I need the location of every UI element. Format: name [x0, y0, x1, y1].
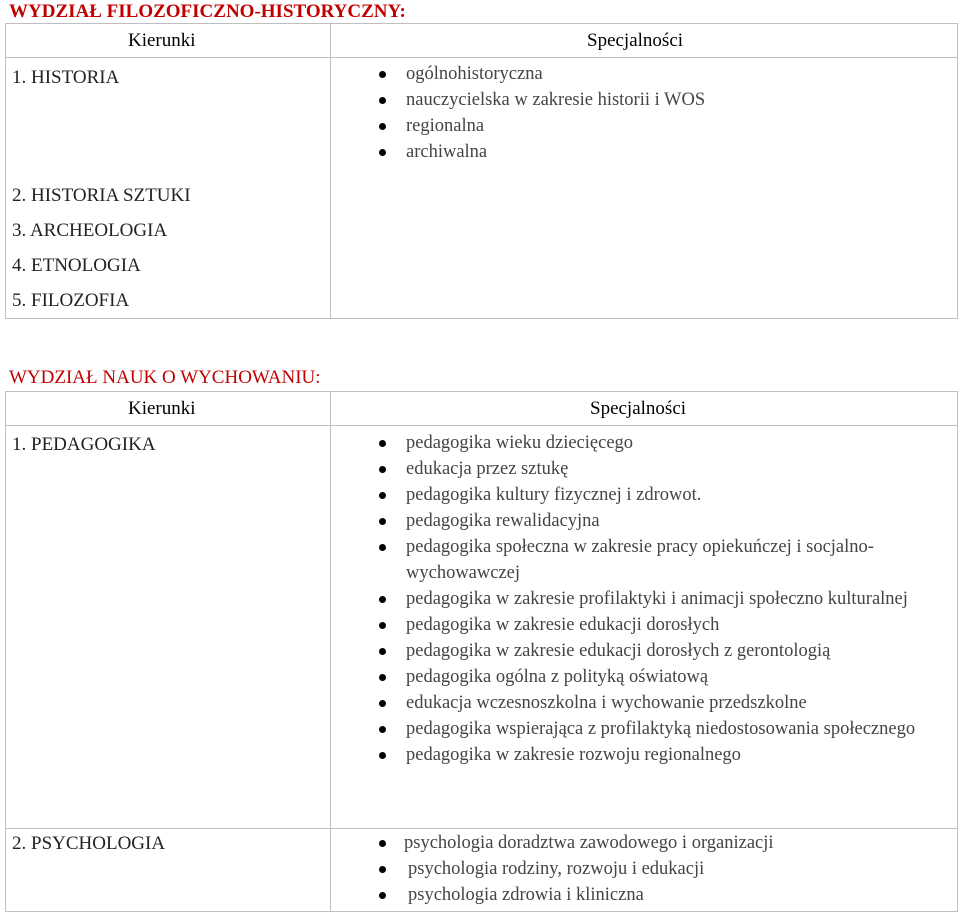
table-body-row: [6, 58, 958, 319]
list-item: pedagogika wspierająca z profilaktyką niedostosowania społecznego: [372, 716, 926, 742]
list-item: pedagogika społeczna w zakresie pracy opiekuńczej i socjalno-wychowawczej: [372, 534, 960, 586]
table-nauk-o-wychowaniu: [5, 391, 958, 912]
table-header-row: [6, 392, 958, 426]
list-item: pedagogika w zakresie edukacji dorosłych z gerontologią: [372, 638, 960, 664]
list-item: psychologia rodziny, rozwoju i edukacji: [372, 856, 928, 882]
specjalnosci-cell: [331, 829, 958, 912]
list-item: pedagogika kultury fizycznej i zdrowot.: [372, 482, 926, 508]
kierunek-filozofia: 5. FILOZOFIA: [12, 290, 130, 311]
specjalnosci-cell: [331, 426, 958, 829]
header-specjalnosci: Specjalności: [331, 392, 958, 426]
table-header-row: [6, 24, 958, 58]
specjalnosci-list-pedagogika: [6, 430, 957, 768]
header-kierunki: Kierunki: [6, 392, 331, 426]
kierunek-psychologia: 2. PSYCHOLOGIA: [12, 833, 166, 854]
specjalnosci-list-historia: [6, 61, 957, 165]
list-item: pedagogika w zakresie edukacji dorosłych: [372, 612, 926, 638]
list-item: nauczycielska w zakresie historii i WOS: [372, 87, 926, 113]
list-item: pedagogika w zakresie profilaktyki i animacji społeczno kulturalnej: [372, 586, 926, 612]
kierunek-historia: 1. HISTORIA: [12, 67, 120, 88]
list-item: edukacja wczesnoszkolna i wychowanie przedszkolne: [372, 690, 926, 716]
list-item: psychologia doradztwa zawodowego i organizacji: [372, 830, 924, 856]
header-kierunki: Kierunki: [6, 24, 331, 58]
list-item: pedagogika wieku dziecięcego: [372, 430, 926, 456]
list-item: edukacja przez sztukę: [372, 456, 926, 482]
list-item: pedagogika ogólna z polityką oświatową: [372, 664, 926, 690]
specjalnosci-cell: [331, 58, 958, 319]
list-item: psychologia zdrowia i kliniczna: [372, 882, 928, 908]
list-item: ogólnohistoryczna: [372, 61, 926, 87]
section-title-filozoficzno-historyczny: WYDZIAŁ FILOZOFICZNO-HISTORYCZNY:: [9, 1, 406, 22]
table-filozoficzno-historyczny: [5, 23, 958, 319]
kierunek-pedagogika: 1. PEDAGOGIKA: [12, 434, 156, 455]
list-item: regionalna: [372, 113, 926, 139]
table-body-row: [6, 426, 958, 829]
header-specjalnosci: Specjalności: [331, 24, 958, 58]
list-item: pedagogika rewalidacyjna: [372, 508, 926, 534]
kierunek-etnologia: 4. ETNOLOGIA: [12, 255, 141, 276]
kierunek-historia-sztuki: 2. HISTORIA SZTUKI: [12, 185, 191, 206]
list-item: archiwalna: [372, 139, 926, 165]
list-item: pedagogika w zakresie rozwoju regionalnego: [372, 742, 926, 768]
kierunek-archeologia: 3. ARCHEOLOGIA: [12, 220, 168, 241]
table-body-row: [6, 829, 958, 912]
section-title-nauk-o-wychowaniu: WYDZIAŁ NAUK O WYCHOWANIU:: [9, 367, 321, 388]
